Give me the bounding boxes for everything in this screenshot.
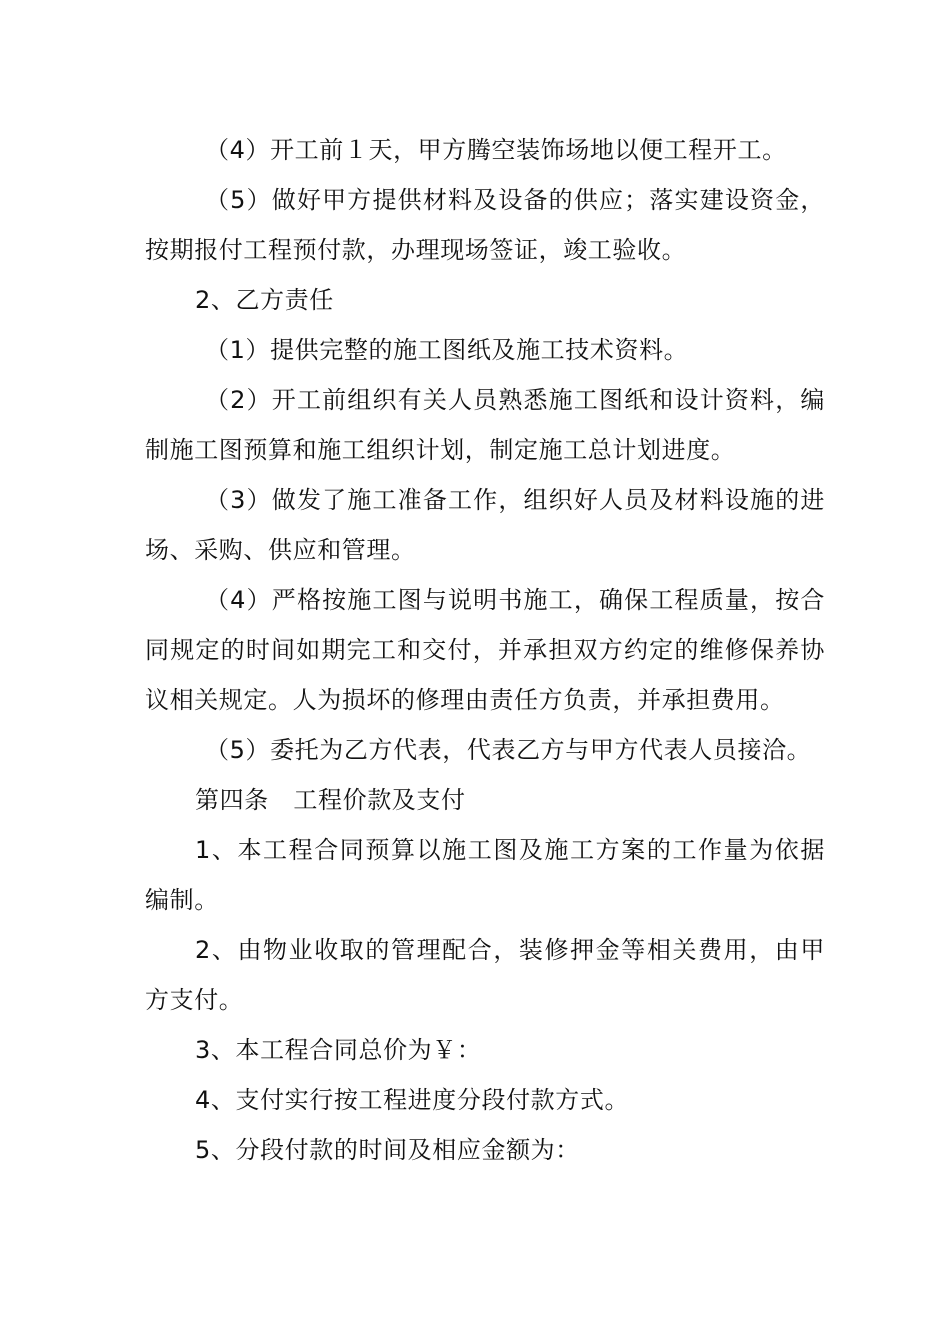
paragraph-party-b-item-1: （1）提供完整的施工图纸及施工技术资料。 bbox=[205, 336, 689, 364]
paragraph-party-b-item-4: （4）严格按施工图与说明书施工，确保工程质量，按合同规定的时间如期完工和交付，并承担双方约定的维修保养协议相关规定。人为损坏的修理由责任方负责，并承担费用。 bbox=[145, 586, 825, 714]
paragraph-payment-item-1: 1、本工程合同预算以施工图及施工方案的工作量为依据编制。 bbox=[145, 836, 825, 914]
document-body bbox=[145, 125, 825, 1175]
section-heading-party-b: 2、乙方责任 bbox=[195, 286, 334, 314]
paragraph-party-b-item-3: （3）做发了施工准备工作，组织好人员及材料设施的进场、采购、供应和管理。 bbox=[145, 486, 825, 564]
paragraph-payment-item-3: 3、本工程合同总价为￥： bbox=[195, 1036, 482, 1064]
paragraph-party-b-item-5: （5）委托为乙方代表，代表乙方与甲方代表人员接洽。 bbox=[205, 736, 812, 764]
paragraph-payment-item-4: 4、支付实行按工程进度分段付款方式。 bbox=[195, 1086, 630, 1114]
paragraph-party-a-item-5: （5）做好甲方提供材料及设备的供应；落实建设资金，按期报付工程预付款，办理现场签证，竣工验收。 bbox=[145, 186, 825, 264]
paragraph-payment-item-2: 2、由物业收取的管理配合，装修押金等相关费用，由甲方支付。 bbox=[145, 936, 825, 1014]
paragraph-party-a-item-4: （4）开工前１天，甲方腾空装饰场地以便工程开工。 bbox=[205, 136, 787, 164]
article-heading-four: 第四条 工程价款及支付 bbox=[195, 786, 466, 814]
paragraph-party-b-item-2: （2）开工前组织有关人员熟悉施工图纸和设计资料，编制施工图预算和施工组织计划，制定施工总计划进度。 bbox=[145, 386, 825, 464]
paragraph-payment-item-5: 5、分段付款的时间及相应金额为： bbox=[195, 1136, 580, 1164]
